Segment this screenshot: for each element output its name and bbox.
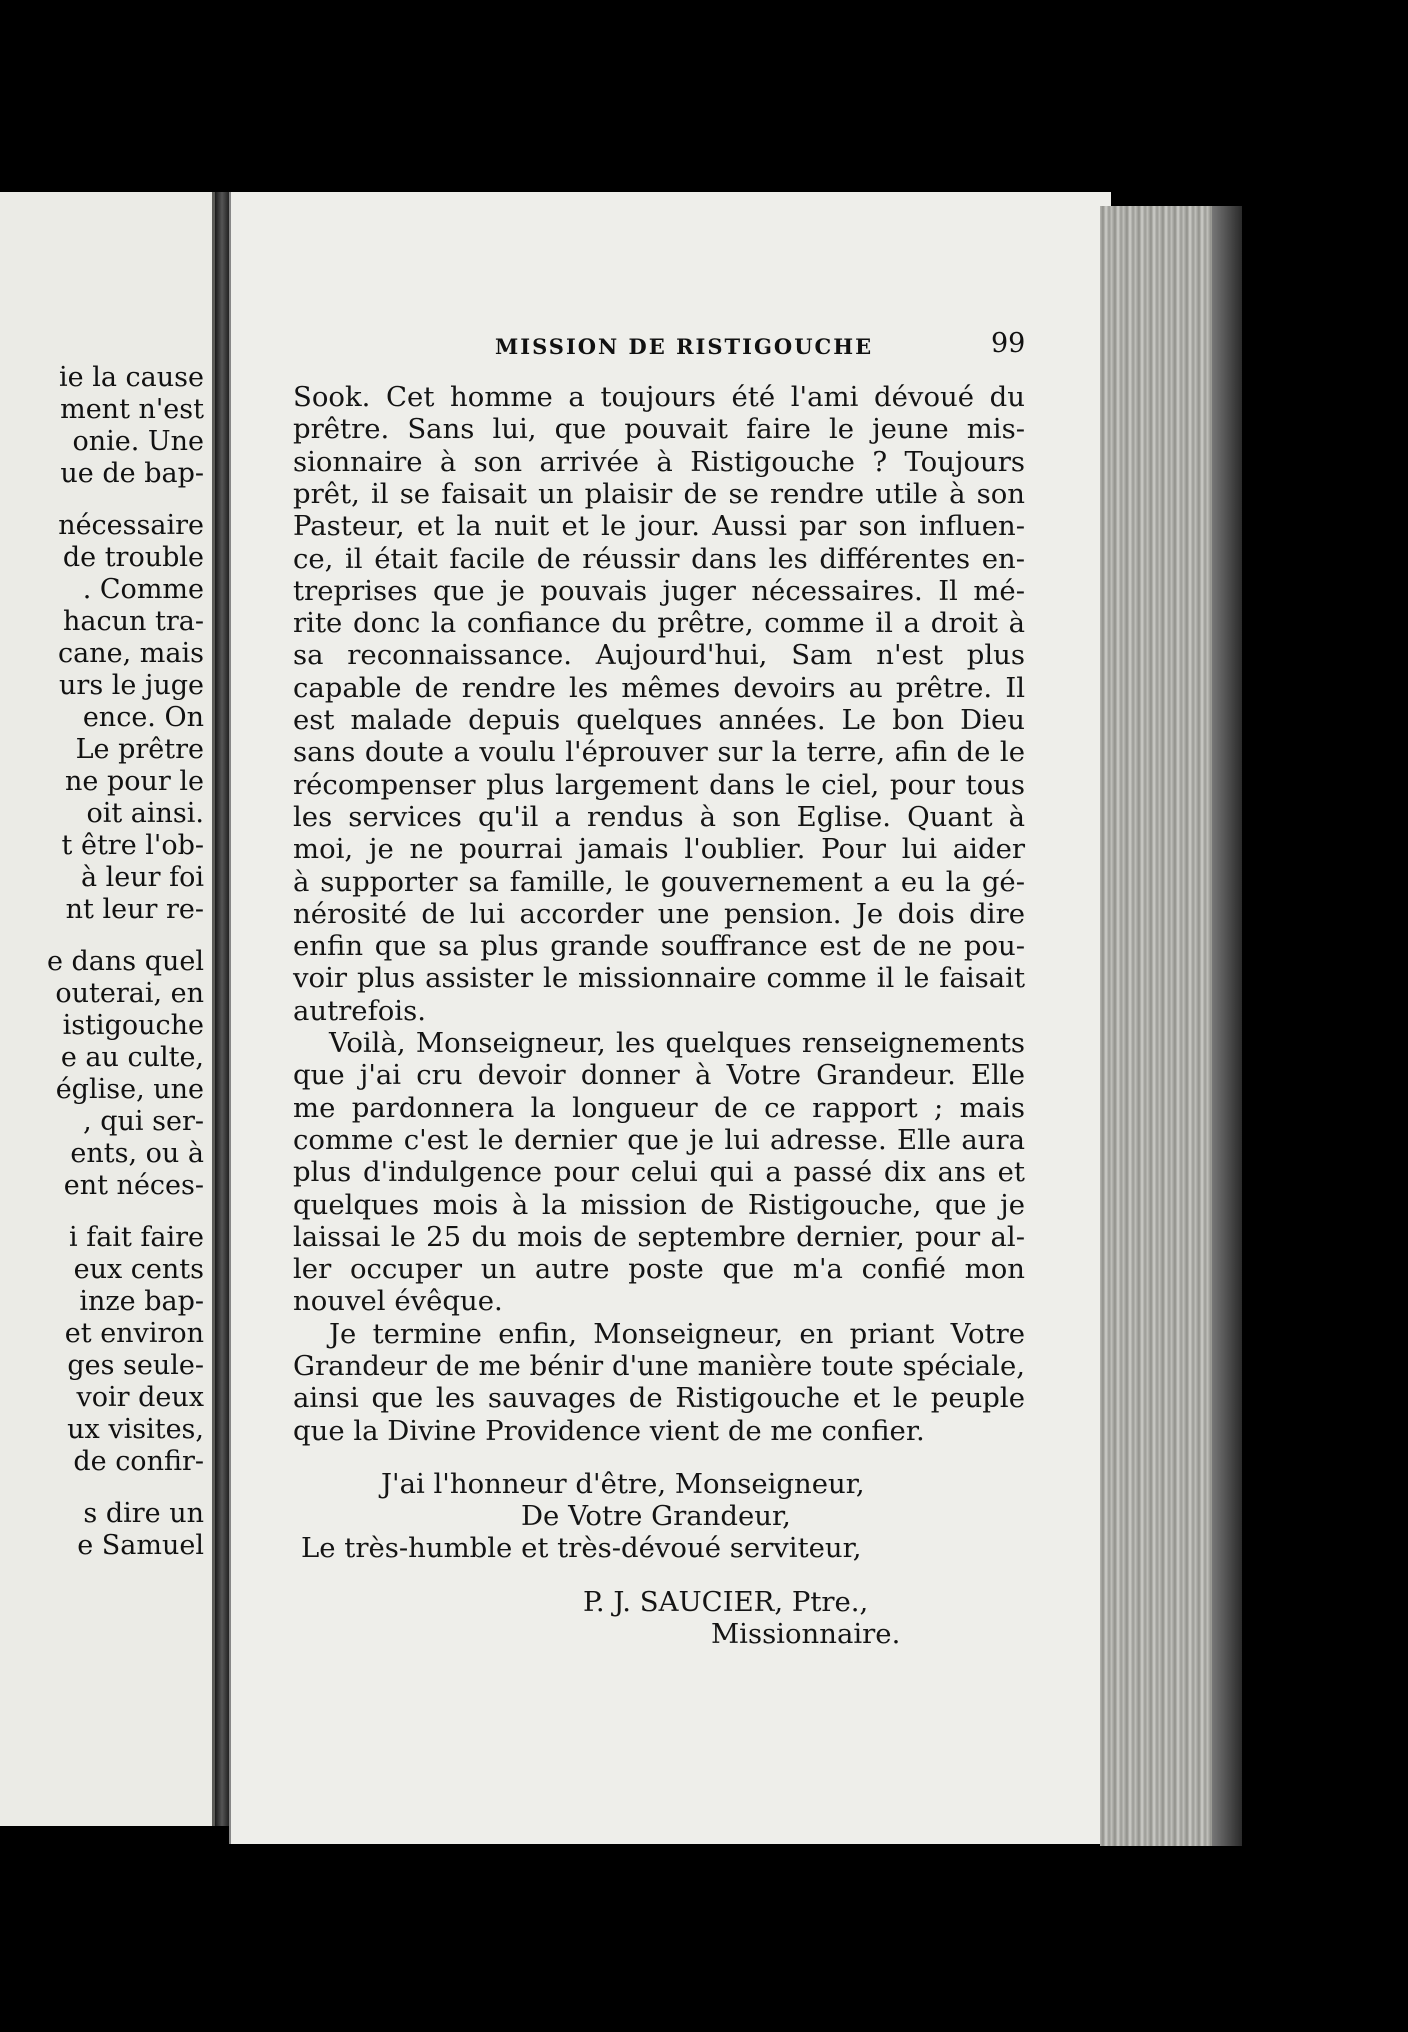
- left-page-line: et environ: [64, 1318, 204, 1349]
- body-line: rite donc la confiance du prêtre, comme il a droit à: [293, 607, 1025, 640]
- body-line: voir plus assister le missionnaire comme il le faisait: [293, 962, 1025, 995]
- left-page-line: ne pour le: [65, 766, 204, 797]
- body-line: nouvel évêque.: [293, 1285, 503, 1318]
- left-page-line: de trouble: [62, 542, 204, 573]
- body-line: ler occuper un autre poste que m'a confié mon: [293, 1253, 1025, 1286]
- body-line: me pardonnera la longueur de ce rapport ; mais: [293, 1091, 1025, 1124]
- body-line: que la Divine Providence vient de me confier.: [293, 1414, 925, 1447]
- left-page-line: ent néces-: [63, 1170, 204, 1201]
- body-line: est malade depuis quelques années. Le bon Dieu: [293, 704, 1025, 736]
- left-page-line: ents, ou à: [70, 1138, 204, 1169]
- left-page-line: istigouche: [62, 1010, 204, 1041]
- body-line: Pasteur, et la nuit et le jour. Aussi par son influen-: [293, 510, 1025, 543]
- body-line: sans doute a voulu l'éprouver sur la terre, afin de le: [293, 736, 1025, 769]
- right-page: [229, 192, 1111, 1844]
- signature-title: Missionnaire.: [711, 1618, 901, 1650]
- left-page-line: t être l'ob-: [61, 830, 204, 861]
- left-page-line: eux cents: [73, 1254, 204, 1285]
- left-page-line: église, une: [55, 1074, 204, 1105]
- body-line: comme c'est le dernier que je lui adresse. Elle aura: [293, 1123, 1025, 1156]
- body-line: capable de rendre les mêmes devoirs au prêtre. Il: [293, 671, 1025, 704]
- body-line: Sook. Cet homme a toujours été l'ami dévoué du: [293, 381, 1025, 413]
- body-line: enfin que sa plus grande souffrance est de ne pou-: [293, 930, 1025, 963]
- left-page-line: ment n'est: [60, 394, 204, 425]
- left-page-line: i fait faire: [69, 1222, 204, 1253]
- left-page-line: hacun tra-: [63, 606, 204, 637]
- body-line: Grandeur de me bénir d'une manière toute spéciale,: [293, 1350, 1025, 1382]
- body-line: ce, il était facile de réussir dans les différentes en-: [293, 542, 1025, 575]
- page-number: 99: [991, 328, 1026, 359]
- left-page-line: e au culte,: [60, 1042, 204, 1073]
- body-line: les services qu'il a rendus à son Eglise. Quant à: [293, 800, 1025, 833]
- left-page-line: inze bap-: [79, 1286, 204, 1317]
- body-line: nérosité de lui accorder une pension. Je dois dire: [293, 897, 1025, 930]
- body-line: plus d'indulgence pour celui qui a passé dix ans et: [293, 1156, 1025, 1189]
- left-page-line: nt leur re-: [65, 894, 204, 925]
- body-line: prêtre. Sans lui, que pouvait faire le jeune mis-: [293, 413, 1025, 446]
- book-gutter: [215, 192, 229, 1826]
- body-line: à supporter sa famille, le gouvernement a eu la gé-: [293, 865, 1025, 898]
- body-line: Je termine enfin, Monseigneur, en priant Votre: [329, 1317, 1025, 1350]
- body-line: sa reconnaissance. Aujourd'hui, Sam n'est plus: [293, 639, 1025, 672]
- body-line: Voilà, Monseigneur, les quelques renseignements: [329, 1027, 1025, 1059]
- body-line: laissai le 25 du mois de septembre dernier, pour al-: [293, 1220, 1025, 1253]
- closing-line-2: De Votre Grandeur,: [521, 1500, 791, 1532]
- body-line: que j'ai cru devoir donner à Votre Grandeur. Elle: [293, 1059, 1025, 1092]
- body-line: autrefois.: [293, 994, 426, 1027]
- body-line: sionnaire à son arrivée à Ristigouche ? Toujours: [293, 445, 1025, 478]
- left-page-line: e Samuel: [77, 1530, 204, 1561]
- left-page: [0, 192, 215, 1826]
- body-line: prêt, il se faisait un plaisir de se rendre utile à son: [293, 477, 1025, 510]
- left-page-line: de confir-: [73, 1446, 204, 1477]
- body-line: moi, je ne pourrai jamais l'oublier. Pour lui aider: [293, 833, 1025, 866]
- left-page-line: ges seule-: [67, 1350, 204, 1381]
- left-page-line: cane, mais: [58, 638, 204, 669]
- left-page-line: oit ainsi.: [86, 798, 204, 829]
- left-page-line: . Comme: [82, 574, 204, 605]
- left-page-line: Le prêtre: [75, 734, 204, 765]
- left-page-line: onie. Une: [72, 426, 204, 457]
- left-page-line: e dans quel: [46, 946, 204, 977]
- running-head: MISSION DE RISTIGOUCHE: [495, 334, 874, 359]
- left-page-line: s dire un: [83, 1498, 204, 1529]
- left-page-line: à leur foi: [80, 862, 204, 893]
- left-page-line: urs le juge: [59, 670, 204, 701]
- signature: P. J. SAUCIER, Ptre.,: [583, 1586, 869, 1618]
- left-page-line: ux visites,: [67, 1414, 204, 1445]
- page-edges: [1100, 206, 1242, 1846]
- body-line: quelques mois à la mission de Ristigouche, que je: [293, 1188, 1025, 1221]
- body-line: ainsi que les sauvages de Ristigouche et le peuple: [293, 1382, 1025, 1415]
- closing-line-3: Le très-humble et très-dévoué serviteur,: [301, 1532, 862, 1564]
- left-page-line: voir deux: [76, 1382, 204, 1413]
- left-page-line: ue de bap-: [60, 458, 204, 489]
- body-line: treprises que je pouvais juger nécessaires. Il mé-: [293, 574, 1025, 607]
- body-line: récompenser plus largement dans le ciel, pour tous: [293, 768, 1025, 801]
- closing-line-1: J'ai l'honneur d'être, Monseigneur,: [381, 1468, 865, 1500]
- left-page-line: ie la cause: [59, 362, 204, 393]
- left-page-line: , qui ser-: [83, 1106, 204, 1137]
- left-page-line: nécessaire: [58, 510, 204, 541]
- left-page-line: ence. On: [82, 702, 204, 733]
- left-page-line: outerai, en: [55, 978, 204, 1009]
